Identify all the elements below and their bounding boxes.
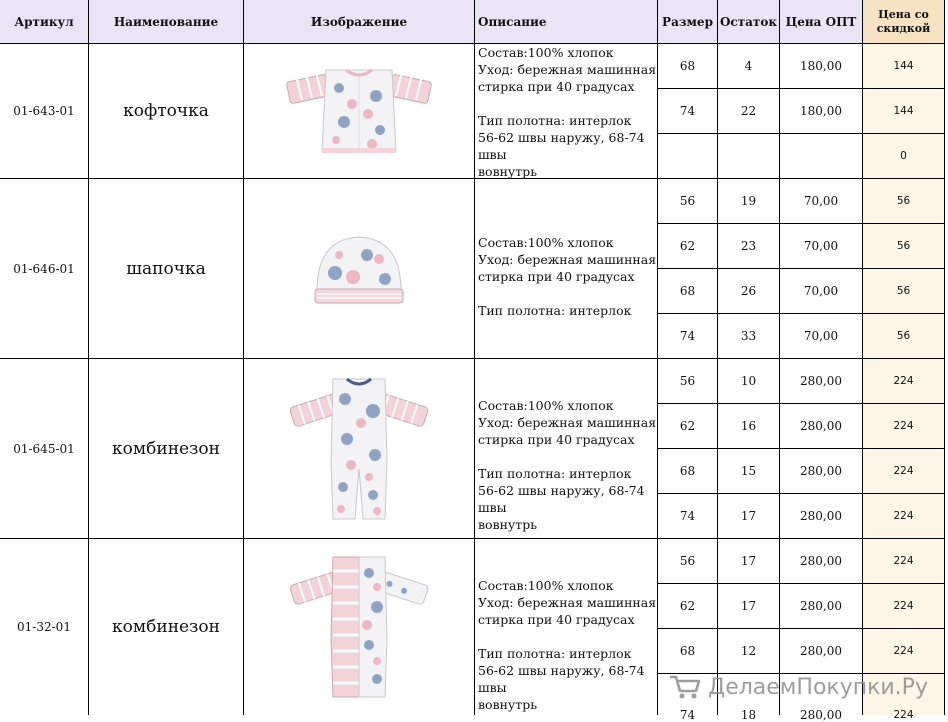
stock-cell[interactable]: 4: [718, 44, 780, 89]
baby-romper-striped-icon: [289, 547, 429, 707]
discount-cell[interactable]: 144: [863, 89, 945, 134]
header-article[interactable]: Артикул: [0, 0, 89, 44]
discount-cell[interactable]: 224: [863, 584, 945, 629]
header-price-discount-line2: скидкой: [876, 21, 931, 35]
discount-cell[interactable]: 56: [863, 269, 945, 314]
price-cell[interactable]: 280,00: [780, 629, 863, 674]
product-name[interactable]: кофточка: [89, 44, 244, 179]
product-name[interactable]: комбинезон: [89, 359, 244, 539]
product-description[interactable]: Состав:100% хлопок Уход: бережная машинная стирка при 40 градусах Тип полотна: интерлок 56-62 швы наружу, 68-74 швы вовнутрь: [475, 539, 658, 715]
baby-romper-icon: [289, 369, 429, 529]
product-article[interactable]: 01-646-01: [0, 179, 89, 359]
price-cell[interactable]: 280,00: [780, 404, 863, 449]
size-cell[interactable]: 68: [658, 629, 718, 674]
stock-cell[interactable]: 22: [718, 89, 780, 134]
price-cell[interactable]: 180,00: [780, 44, 863, 89]
size-cell[interactable]: 68: [658, 44, 718, 89]
price-cell[interactable]: 280,00: [780, 359, 863, 404]
header-name[interactable]: Наименование: [89, 0, 244, 44]
discount-cell[interactable]: 224: [863, 629, 945, 674]
size-cell[interactable]: 56: [658, 179, 718, 224]
product-image[interactable]: [244, 44, 475, 179]
size-cell[interactable]: 56: [658, 539, 718, 584]
product-description[interactable]: Состав:100% хлопок Уход: бережная машинная стирка при 40 градусах Тип полотна: интерлок: [475, 179, 658, 359]
price-cell[interactable]: 280,00: [780, 449, 863, 494]
size-cell[interactable]: 62: [658, 224, 718, 269]
product-image[interactable]: [244, 359, 475, 539]
header-image[interactable]: Изображение: [244, 0, 475, 44]
discount-cell[interactable]: 56: [863, 314, 945, 359]
stock-cell[interactable]: 15: [718, 449, 780, 494]
discount-cell[interactable]: 0: [863, 134, 945, 179]
header-size[interactable]: Размер: [658, 0, 718, 44]
header-description[interactable]: Описание: [475, 0, 658, 44]
discount-cell[interactable]: 224: [863, 674, 945, 715]
header-price-discount-line1: Цена со: [878, 7, 929, 21]
price-cell[interactable]: 280,00: [780, 494, 863, 539]
product-image[interactable]: [244, 539, 475, 715]
discount-cell[interactable]: 56: [863, 224, 945, 269]
size-cell[interactable]: 68: [658, 269, 718, 314]
discount-cell[interactable]: 224: [863, 494, 945, 539]
price-cell[interactable]: 280,00: [780, 674, 863, 715]
stock-cell[interactable]: 26: [718, 269, 780, 314]
stock-cell[interactable]: 17: [718, 494, 780, 539]
stock-cell[interactable]: 19: [718, 179, 780, 224]
stock-cell[interactable]: 18: [718, 674, 780, 715]
stock-cell[interactable]: 17: [718, 584, 780, 629]
watermark-text: ДелаемПокупки.Ру: [708, 674, 928, 700]
size-cell[interactable]: 74: [658, 89, 718, 134]
product-description[interactable]: Состав:100% хлопок Уход: бережная машинная стирка при 40 градусах Тип полотна: интерлок 56-62 швы наружу, 68-74 швы вовнутрь: [475, 359, 658, 539]
header-price-discount[interactable]: [863, 0, 945, 44]
discount-cell[interactable]: 224: [863, 539, 945, 584]
size-cell[interactable]: 74: [658, 674, 718, 715]
price-cell[interactable]: 70,00: [780, 314, 863, 359]
product-article[interactable]: 01-32-01: [0, 539, 89, 715]
header-price-opt[interactable]: Цена ОПТ: [780, 0, 863, 44]
stock-cell[interactable]: 10: [718, 359, 780, 404]
size-cell[interactable]: 68: [658, 449, 718, 494]
baby-jacket-icon: [284, 64, 434, 159]
product-name[interactable]: комбинезон: [89, 539, 244, 715]
price-cell[interactable]: 70,00: [780, 224, 863, 269]
discount-cell[interactable]: 56: [863, 179, 945, 224]
size-cell[interactable]: [658, 134, 718, 179]
stock-cell[interactable]: 23: [718, 224, 780, 269]
stock-cell[interactable]: 16: [718, 404, 780, 449]
stock-cell[interactable]: [718, 134, 780, 179]
size-cell[interactable]: 62: [658, 404, 718, 449]
product-article[interactable]: 01-645-01: [0, 359, 89, 539]
discount-cell[interactable]: 224: [863, 449, 945, 494]
price-cell[interactable]: [780, 134, 863, 179]
discount-cell[interactable]: 144: [863, 44, 945, 89]
watermark: [668, 673, 928, 701]
size-cell[interactable]: 74: [658, 494, 718, 539]
price-cell[interactable]: 180,00: [780, 89, 863, 134]
size-cell[interactable]: 62: [658, 584, 718, 629]
stock-cell[interactable]: 12: [718, 629, 780, 674]
price-cell[interactable]: 280,00: [780, 584, 863, 629]
product-image[interactable]: [244, 179, 475, 359]
price-cell[interactable]: 280,00: [780, 539, 863, 584]
product-description[interactable]: Состав:100% хлопок Уход: бережная машинная стирка при 40 градусах Тип полотна: интерлок 56-62 швы наружу, 68-74 швы вовнутрь: [475, 44, 658, 179]
discount-cell[interactable]: 224: [863, 404, 945, 449]
shopping-cart-icon: [668, 673, 702, 701]
price-cell[interactable]: 70,00: [780, 269, 863, 314]
stock-cell[interactable]: 33: [718, 314, 780, 359]
header-stock[interactable]: Остаток: [718, 0, 780, 44]
price-cell[interactable]: 70,00: [780, 179, 863, 224]
stock-cell[interactable]: 17: [718, 539, 780, 584]
discount-cell[interactable]: 224: [863, 359, 945, 404]
size-cell[interactable]: 56: [658, 359, 718, 404]
baby-hat-icon: [309, 229, 409, 309]
product-article[interactable]: 01-643-01: [0, 44, 89, 179]
product-name[interactable]: шапочка: [89, 179, 244, 359]
size-cell[interactable]: 74: [658, 314, 718, 359]
